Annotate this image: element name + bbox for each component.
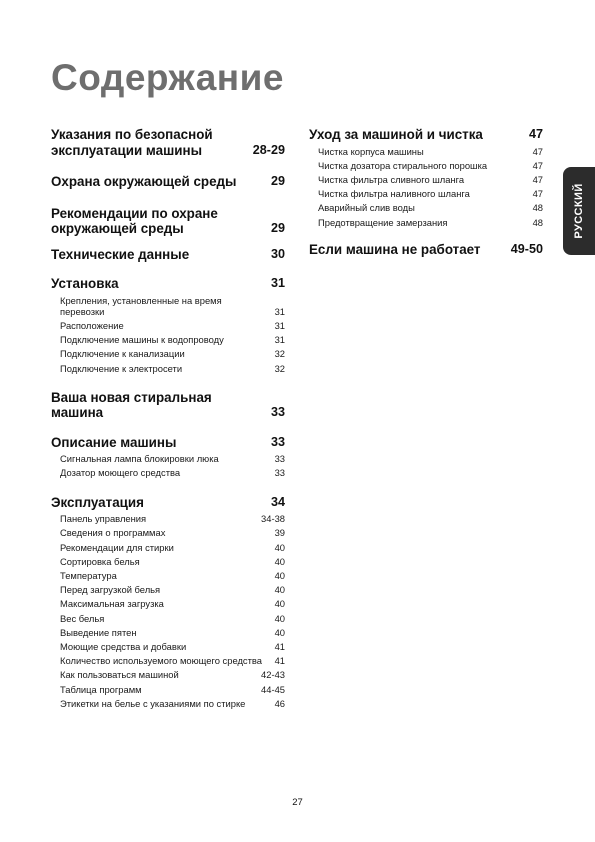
toc-section-title: Установка [51,276,119,291]
toc-subsection-item[interactable] [60,641,285,652]
toc-section [51,390,285,421]
toc-subsection-title: Предотвращение замерзания [318,216,448,228]
toc-section [51,495,285,709]
toc-section [51,435,285,479]
toc-subsection-item[interactable] [60,527,285,538]
toc-subsection-title: Моющие средства и добавки [60,640,187,652]
toc-subsection-item[interactable] [60,570,285,581]
toc-subsection-item[interactable] [60,556,285,567]
toc-section [51,206,285,237]
toc-subsection-page: 47 [532,173,543,185]
toc-section-title: Описание машины [51,434,177,450]
toc-subsection-item[interactable] [60,698,285,709]
toc-subsection-item[interactable] [60,655,285,666]
toc-subsection-item[interactable] [60,684,285,695]
toc-subsection-page: 47 [532,188,543,200]
toc-subsection-page: 48 [532,216,543,228]
toc-section-heading[interactable] [51,206,285,237]
toc-subsection-title: Дозатор моющего средства [60,467,181,479]
toc-subsection-page: 42-43 [261,669,285,681]
toc-subsection-title: Вес белья [60,612,105,624]
toc-subsection-title: Температура [60,569,117,581]
toc-subsection-page: 48 [532,202,543,214]
toc-section-heading[interactable] [309,127,543,143]
toc-section [51,127,285,158]
toc-subsection-item[interactable] [60,334,285,345]
toc-section-page: 29 [270,221,285,235]
toc-subsection-title: Чистка корпуса машины [318,145,424,157]
toc-right-column [309,113,543,257]
toc-section-page: 30 [270,246,285,261]
toc-subsection-item[interactable] [60,627,285,638]
toc-subsection-page: 31 [274,334,285,346]
toc-section-heading[interactable] [51,495,285,511]
toc-subsection-page: 33 [274,453,285,465]
toc-subsection-page: 34-38 [261,513,285,525]
page-title: Содержание [51,57,284,98]
toc-section-page: 49-50 [510,241,543,256]
toc-section-heading[interactable] [51,390,285,421]
toc-subsection-item[interactable] [60,613,285,624]
toc-subsection-item[interactable] [60,348,285,359]
toc-subsection-list [318,146,543,228]
toc-subsection-item[interactable] [318,146,543,157]
toc-subsection-title: Таблица программ [60,683,142,695]
toc-subsection-page: 31 [274,305,285,317]
toc-subsection-item[interactable] [60,467,285,478]
toc-subsection-title: Подключение к электросети [60,362,183,374]
toc-subsection-item[interactable] [318,160,543,171]
toc-section-title: Охрана окружающей среды [51,174,237,189]
toc-subsection-title: Выведение пятен [60,626,137,638]
toc-section-page: 33 [270,434,285,449]
toc-subsection-item[interactable] [60,669,285,680]
toc-subsection-list [60,453,285,478]
toc-subsection-page: 41 [274,655,285,667]
toc-subsection-title: Чистка фильтра сливного шланга [318,173,465,185]
toc-subsection-page: 40 [274,541,285,553]
toc-subsection-item[interactable] [318,188,543,199]
toc-subsection-page: 40 [274,598,285,610]
toc-section-page: 28-29 [252,142,285,157]
toc-subsection-page: 44-45 [261,683,285,695]
toc-section [309,242,543,258]
toc-section-page: 47 [528,127,543,141]
toc-section [51,174,285,190]
toc-subsection-item[interactable] [318,202,543,213]
toc-section [51,247,285,263]
toc-subsection-page: 40 [274,612,285,624]
toc-subsection-page: 40 [274,626,285,638]
page-number: 27 [292,797,303,808]
toc-subsection-item[interactable] [318,217,543,228]
toc-subsection-title: Чистка дозатора стирального порошка [318,159,488,171]
toc-subsection-page: 33 [274,467,285,479]
toc-subsection-title: Чистка фильтра наливного шланга [318,188,470,200]
toc-subsection-title: Максимальная загрузка [60,598,164,610]
toc-section-heading[interactable] [51,247,285,263]
toc-subsection-item[interactable] [60,320,285,331]
toc-subsection-title: Аварийный слив воды [318,202,415,214]
toc-subsection-title: Как пользоваться машиной [60,669,179,681]
toc-section-page: 31 [270,276,285,290]
toc-subsection-item[interactable] [60,598,285,609]
toc-subsection-title: Сигнальная лампа блокировки люка [60,453,219,465]
toc-section-title: Рекомендации по охране окружающей среды [51,205,218,236]
toc-subsection-page: 46 [274,697,285,709]
toc-section-heading[interactable] [51,435,285,451]
toc-section-page: 29 [270,174,285,188]
toc-subsection-item[interactable] [60,513,285,524]
toc-section-title: Технические данные [51,246,190,262]
toc-subsection-page: 32 [274,362,285,374]
toc-subsection-title: Крепления, установленные на время перевозки [60,294,222,317]
toc-subsection-item[interactable] [60,584,285,595]
toc-subsection-title: Сведения о программах [60,527,166,539]
toc-section-page: 34 [270,494,285,509]
toc-subsection-title: Рекомендации для стирки [60,541,174,553]
toc-subsection-title: Количество используемого моющего средства [60,655,262,667]
toc-subsection-page: 40 [274,584,285,596]
toc-section-heading[interactable] [51,127,285,158]
toc-subsection-item[interactable] [60,295,285,317]
toc-section-title: Указания по безопасной эксплуатации машины [51,127,213,158]
toc-subsection-page: 47 [532,145,543,157]
toc-subsection-item[interactable] [60,542,285,553]
toc-subsection-item[interactable] [60,453,285,464]
toc-subsection-page: 41 [274,640,285,652]
toc-subsection-item[interactable] [60,363,285,374]
toc-subsection-title: Этикетки на белье с указаниями по стирке [60,697,246,709]
toc-subsection-title: Подключение машины к водопроводу [60,334,224,346]
toc-section-heading[interactable] [51,276,285,292]
toc-section-title: Уход за машиной и чистка [309,127,483,142]
toc-subsection-title: Сортировка белья [60,555,140,567]
toc-subsection-page: 40 [274,569,285,581]
toc-section [51,276,285,374]
toc-subsection-page: 31 [274,319,285,331]
toc-section-title: Ваша новая стиральная машина [51,389,212,421]
language-tab [563,167,595,255]
toc-subsection-title: Перед загрузкой белья [60,584,161,596]
language-tab-label: РУССКИЙ [573,183,585,239]
toc-subsection-page: 47 [532,159,543,171]
toc-section-page: 33 [270,405,285,420]
toc-subsection-page: 40 [274,555,285,567]
toc-section-title: Эксплуатация [51,494,144,510]
toc-section [309,127,543,228]
toc-subsection-title: Панель управления [60,513,147,525]
toc-left-column [51,113,285,712]
toc-subsection-list [60,513,285,709]
toc-section-heading[interactable] [309,242,543,258]
toc-subsection-page: 39 [274,527,285,539]
toc-subsection-item[interactable] [318,174,543,185]
toc-section-title: Если машина не работает [309,241,481,257]
toc-section-heading[interactable] [51,174,285,190]
toc-subsection-page: 32 [274,348,285,360]
toc-subsection-list [60,295,285,374]
toc-subsection-title: Расположение [60,319,124,331]
toc-subsection-title: Подключение к канализации [60,348,185,360]
